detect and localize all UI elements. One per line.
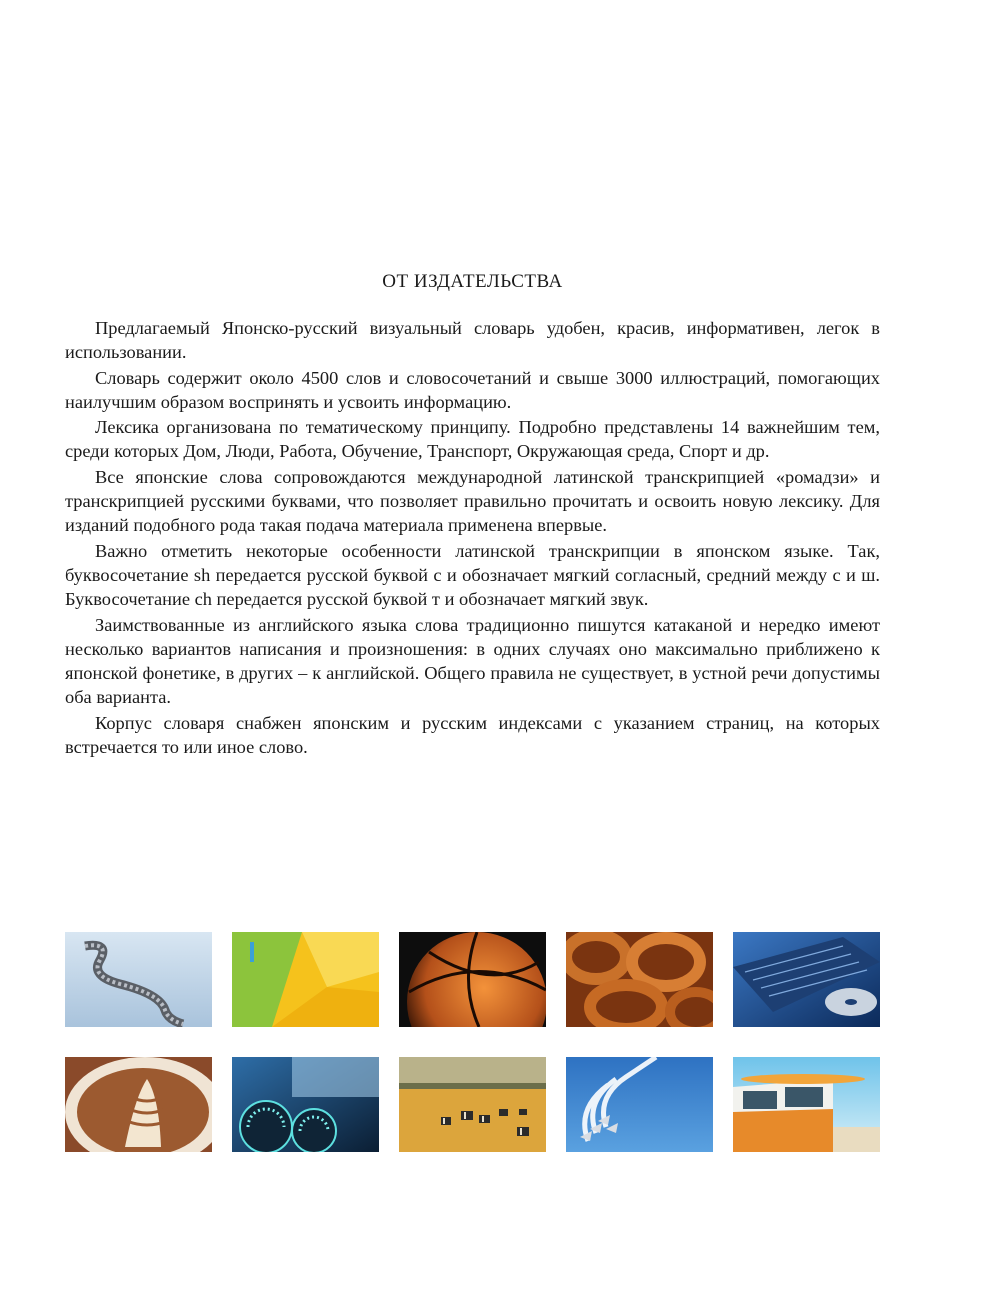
- laptop-disc-photo: [733, 932, 880, 1027]
- spiral-staircase-photo: [65, 932, 212, 1027]
- savanna-zebras-photo: [399, 1057, 546, 1152]
- page-title: ОТ ИЗДАТЕЛЬСТВА: [382, 271, 563, 292]
- aerobatic-jets-photo: [566, 1057, 713, 1152]
- thumbnail-row-2: [65, 1057, 880, 1152]
- surf-van-photo: [733, 1057, 880, 1152]
- shopping-bags-image: [232, 932, 379, 1027]
- paragraph-7: Корпус словаря снабжен японским и русским индексами с указанием страниц, на которых встречается то или иное слово.: [65, 712, 880, 758]
- laptop-disc-image: [733, 932, 880, 1027]
- shopping-bags-photo: [232, 932, 379, 1027]
- basketball-photo: [399, 932, 546, 1027]
- car-dashboard-photo: [232, 1057, 379, 1152]
- savanna-zebras-image: [399, 1057, 546, 1152]
- thumbnail-grid: [65, 932, 880, 1182]
- latte-art-image: [65, 1057, 212, 1152]
- thumbnail-row-1: [65, 932, 880, 1027]
- latte-art-photo: [65, 1057, 212, 1152]
- paragraph-6: Заимствованные из английского языка слова традиционно пишутся катаканой и нередко имеют несколько вариантов написания и произношения: в одних случаях оно максимально приближено к японской фонетике, в других – к английской. Общего правила не существует, в устной речи допустимы оба варианта.: [65, 614, 880, 708]
- spiral-staircase-image: [65, 932, 212, 1027]
- body-text: [65, 316, 880, 760]
- pretzels-image: [566, 932, 713, 1027]
- paragraph-3: Лексика организована по тематическому принципу. Подробно представлены 14 важнейшим тем, среди которых Дом, Люди, Работа, Обучение, Транспорт, Окружающая среда, Спорт и др.: [65, 417, 880, 462]
- aerobatic-jets-image: [566, 1057, 713, 1152]
- paragraph-2: Словарь содержит около 4500 слов и словосочетаний и свыше 3000 иллюстраций, помогающих наилучшим образом воспринять и усвоить информацию.: [65, 367, 880, 412]
- car-dashboard-image: [232, 1057, 379, 1152]
- surf-van-image: [733, 1057, 880, 1152]
- paragraph-4: Все японские слова сопровождаются международной латинской транскрипцией «ромадзи» и транскрипцией русскими буквами, что позволяет правильно прочитать и освоить новую лексику. Для изданий подобного рода такая подача материала применена впервые.: [65, 466, 880, 536]
- pretzels-photo: [566, 932, 713, 1027]
- basketball-image: [399, 932, 546, 1027]
- paragraph-5: Важно отметить некоторые особенности латинской транскрипции в японском языке. Так, буквосочетание sh передается русской буквой с и обозначает мягкий согласный, средний между с и ш. Буквосочетание ch передается русской буквой т и обозначает мягкий звук.: [65, 540, 880, 610]
- paragraph-1: Предлагаемый Японско-русский визуальный словарь удобен, красив, информативен, легок в использовании.: [65, 318, 880, 363]
